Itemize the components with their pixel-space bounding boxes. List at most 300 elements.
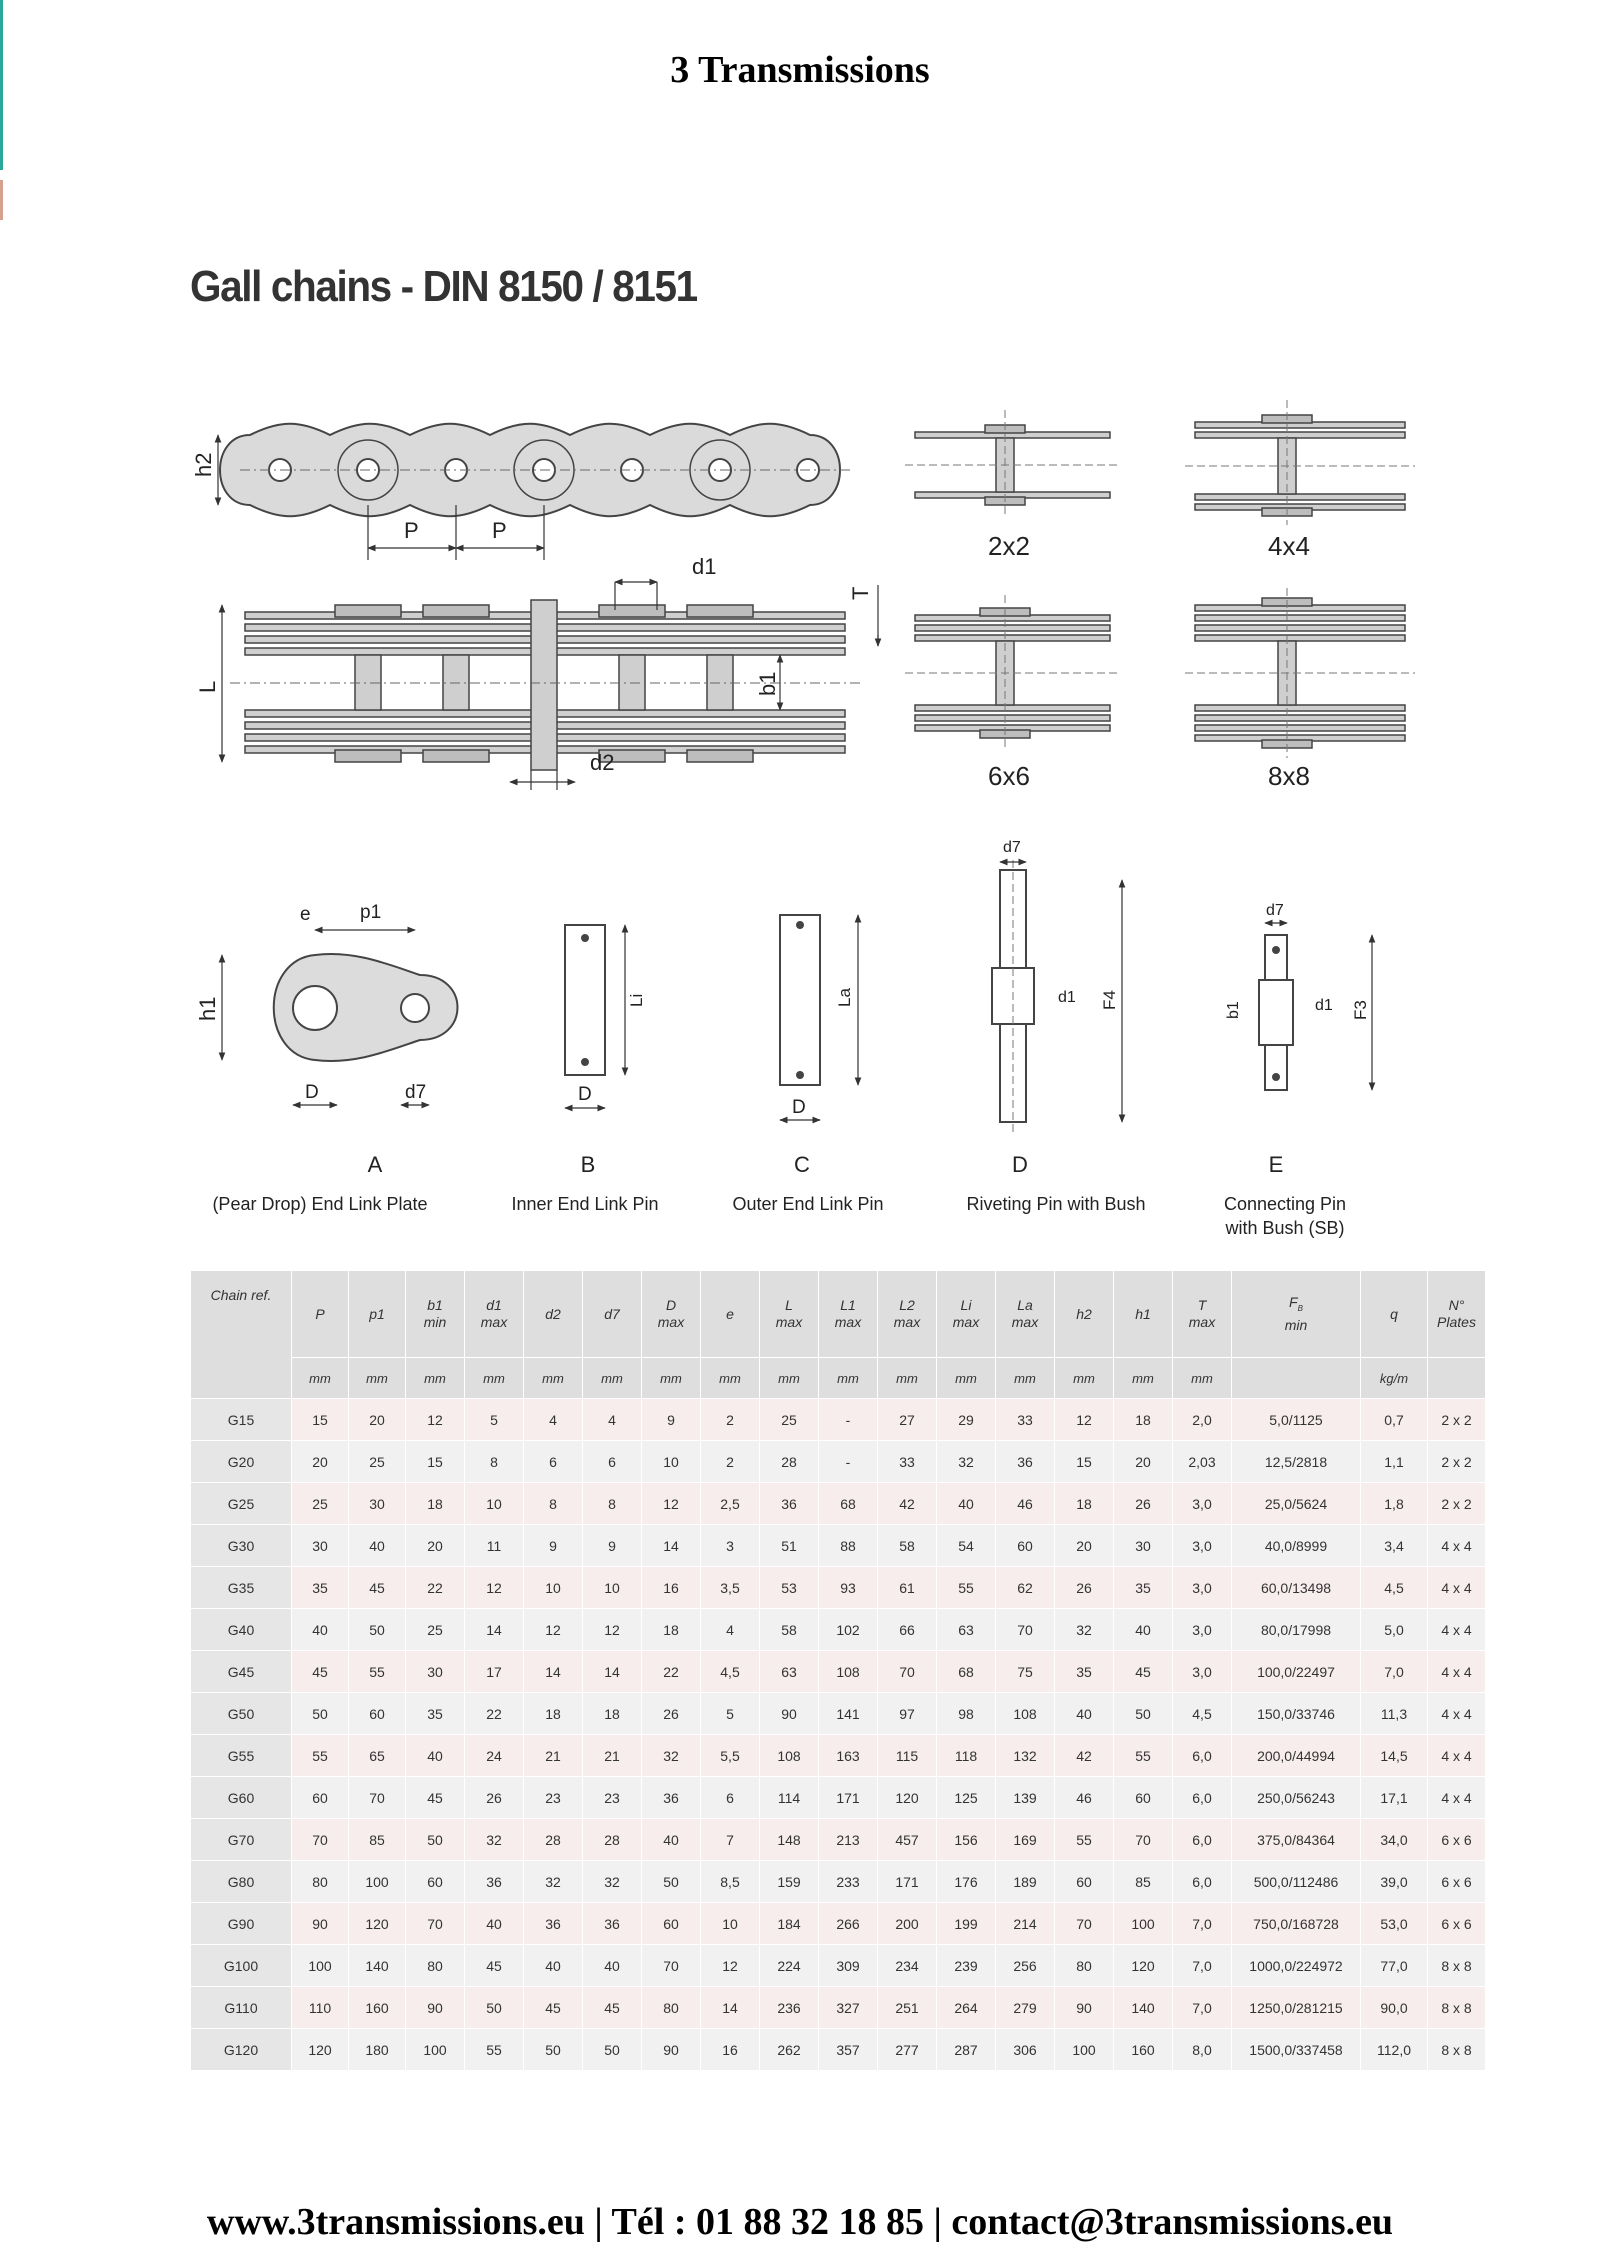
table-cell: 18 bbox=[583, 1693, 642, 1735]
table-cell: 26 bbox=[1114, 1483, 1173, 1525]
table-cell: 6 x 6 bbox=[1428, 1903, 1486, 1945]
chain-ref-cell: G35 bbox=[191, 1567, 292, 1609]
table-cell: 108 bbox=[996, 1693, 1055, 1735]
table-cell: 108 bbox=[819, 1651, 878, 1693]
dim-label: D bbox=[792, 1097, 806, 1118]
table-cell: 11 bbox=[465, 1525, 524, 1567]
table-cell: 20 bbox=[1114, 1441, 1173, 1483]
table-row bbox=[191, 1525, 1486, 1567]
table-cell: 3,0 bbox=[1173, 1567, 1232, 1609]
table-cell: 6 bbox=[583, 1441, 642, 1483]
chain-ref-cell: G50 bbox=[191, 1693, 292, 1735]
dim-label: h2 bbox=[191, 452, 216, 477]
table-cell: 21 bbox=[583, 1735, 642, 1777]
chain-ref-cell: G25 bbox=[191, 1483, 292, 1525]
table-cell: 35 bbox=[1114, 1567, 1173, 1609]
part-e-drawing bbox=[1259, 935, 1293, 1090]
config-label: 2x2 bbox=[988, 531, 1030, 561]
chain-ref-cell: G15 bbox=[191, 1399, 292, 1441]
table-cell: 287 bbox=[937, 2029, 996, 2071]
table-cell: 12,5/2818 bbox=[1232, 1441, 1361, 1483]
table-cell: 10 bbox=[583, 1567, 642, 1609]
table-cell: 75 bbox=[996, 1651, 1055, 1693]
table-cell: 68 bbox=[937, 1651, 996, 1693]
table-cell: 28 bbox=[583, 1819, 642, 1861]
table-cell: 20 bbox=[292, 1441, 349, 1483]
column-header: Chain ref. bbox=[191, 1271, 292, 1399]
table-cell: 6,0 bbox=[1173, 1861, 1232, 1903]
table-row bbox=[191, 1651, 1486, 1693]
table-cell: 50 bbox=[406, 1819, 465, 1861]
table-cell: 50 bbox=[465, 1987, 524, 2029]
table-cell: 60,0/13498 bbox=[1232, 1567, 1361, 1609]
table-cell: 8,0 bbox=[1173, 2029, 1232, 2071]
table-cell: 214 bbox=[996, 1903, 1055, 1945]
table-cell: 62 bbox=[996, 1567, 1055, 1609]
table-cell: 34,0 bbox=[1361, 1819, 1428, 1861]
table-cell: 36 bbox=[760, 1483, 819, 1525]
dim-label: d7 bbox=[1003, 839, 1021, 856]
dim-label: P bbox=[492, 518, 507, 543]
table-cell: 14 bbox=[642, 1525, 701, 1567]
column-header: q bbox=[1361, 1271, 1428, 1358]
table-cell: 4 x 4 bbox=[1428, 1567, 1486, 1609]
dim-label: h1 bbox=[195, 996, 220, 1021]
table-cell: 90 bbox=[406, 1987, 465, 2029]
table-cell: 100 bbox=[406, 2029, 465, 2071]
table-cell: 213 bbox=[819, 1819, 878, 1861]
chain-ref-cell: G100 bbox=[191, 1945, 292, 1987]
part-letter: B bbox=[580, 1152, 596, 1177]
table-cell: 6 bbox=[701, 1777, 760, 1819]
dim-label: P bbox=[404, 518, 419, 543]
table-cell: 66 bbox=[878, 1609, 937, 1651]
table-cell: 70 bbox=[1055, 1903, 1114, 1945]
unit-cell bbox=[1232, 1358, 1361, 1399]
table-cell: 10 bbox=[524, 1567, 583, 1609]
table-cell: 40 bbox=[1114, 1609, 1173, 1651]
chain-ref-cell: G90 bbox=[191, 1903, 292, 1945]
dim-label: e bbox=[300, 904, 311, 925]
dim-label: d2 bbox=[590, 750, 615, 775]
dim-label: b1 bbox=[1225, 1001, 1242, 1019]
unit-cell: mm bbox=[406, 1358, 465, 1399]
table-cell: 7 bbox=[701, 1819, 760, 1861]
table-cell: 70 bbox=[349, 1777, 406, 1819]
table-cell: 125 bbox=[937, 1777, 996, 1819]
table-cell: 100 bbox=[1055, 2029, 1114, 2071]
table-cell: 1000,0/224972 bbox=[1232, 1945, 1361, 1987]
table-cell: 50 bbox=[583, 2029, 642, 2071]
dim-label: b1 bbox=[755, 671, 780, 696]
unit-cell: mm bbox=[1055, 1358, 1114, 1399]
table-cell: 1250,0/281215 bbox=[1232, 1987, 1361, 2029]
chain-ref-cell: G40 bbox=[191, 1609, 292, 1651]
table-cell: 3,0 bbox=[1173, 1525, 1232, 1567]
dim-label: d7 bbox=[405, 1082, 427, 1103]
table-cell: 45 bbox=[524, 1987, 583, 2029]
table-cell: 80 bbox=[642, 1987, 701, 2029]
table-cell: 4 x 4 bbox=[1428, 1525, 1486, 1567]
table-cell: 234 bbox=[878, 1945, 937, 1987]
table-cell: 114 bbox=[760, 1777, 819, 1819]
table-unit-row bbox=[191, 1358, 1486, 1399]
table-cell: 61 bbox=[878, 1567, 937, 1609]
table-cell: 88 bbox=[819, 1525, 878, 1567]
dim-label: d1 bbox=[692, 554, 717, 579]
table-cell: 5 bbox=[701, 1693, 760, 1735]
part-d-drawing bbox=[992, 860, 1034, 1132]
dim-label: d1 bbox=[1315, 997, 1333, 1014]
table-cell: 10 bbox=[701, 1903, 760, 1945]
table-cell: 60 bbox=[642, 1903, 701, 1945]
unit-cell: mm bbox=[642, 1358, 701, 1399]
table-cell: 12 bbox=[465, 1567, 524, 1609]
table-cell: 120 bbox=[878, 1777, 937, 1819]
table-cell: 309 bbox=[819, 1945, 878, 1987]
part-caption: Inner End Link Pin bbox=[511, 1194, 659, 1214]
table-cell: 160 bbox=[349, 1987, 406, 2029]
table-cell: 160 bbox=[1114, 2029, 1173, 2071]
table-cell: 15 bbox=[406, 1441, 465, 1483]
part-a-drawing bbox=[274, 954, 458, 1061]
table-cell: 4,5 bbox=[1361, 1567, 1428, 1609]
table-cell: 184 bbox=[760, 1903, 819, 1945]
table-cell: 33 bbox=[996, 1399, 1055, 1441]
table-cell: 120 bbox=[349, 1903, 406, 1945]
table-cell: 18 bbox=[406, 1483, 465, 1525]
dim-label: T bbox=[848, 586, 873, 600]
table-cell: 12 bbox=[642, 1483, 701, 1525]
table-cell: 16 bbox=[642, 1567, 701, 1609]
table-cell: 3,5 bbox=[701, 1567, 760, 1609]
table-cell: 250,0/56243 bbox=[1232, 1777, 1361, 1819]
column-header: L max bbox=[760, 1271, 819, 1358]
table-cell: 25 bbox=[292, 1483, 349, 1525]
table-cell: 4,5 bbox=[701, 1651, 760, 1693]
table-cell: 8 x 8 bbox=[1428, 1987, 1486, 2029]
table-cell: 20 bbox=[349, 1399, 406, 1441]
table-cell: 23 bbox=[524, 1777, 583, 1819]
table-cell: 36 bbox=[524, 1903, 583, 1945]
part-caption: (Pear Drop) End Link Plate bbox=[212, 1194, 428, 1214]
table-cell: 12 bbox=[583, 1609, 642, 1651]
config-label: 6x6 bbox=[988, 761, 1030, 791]
table-cell: 85 bbox=[349, 1819, 406, 1861]
column-header: La max bbox=[996, 1271, 1055, 1358]
table-cell: 97 bbox=[878, 1693, 937, 1735]
dim-label: L bbox=[195, 680, 220, 693]
table-cell: 108 bbox=[760, 1735, 819, 1777]
table-cell: 45 bbox=[583, 1987, 642, 2029]
table-cell: 4 x 4 bbox=[1428, 1609, 1486, 1651]
table-cell: 6,0 bbox=[1173, 1777, 1232, 1819]
column-header: Li max bbox=[937, 1271, 996, 1358]
table-cell: 266 bbox=[819, 1903, 878, 1945]
chain-ref-cell: G70 bbox=[191, 1819, 292, 1861]
table-cell: 32 bbox=[937, 1441, 996, 1483]
table-cell: 176 bbox=[937, 1861, 996, 1903]
table-cell: 54 bbox=[937, 1525, 996, 1567]
table-header-row bbox=[191, 1271, 1486, 1358]
table-cell: 200 bbox=[878, 1903, 937, 1945]
table-cell: 159 bbox=[760, 1861, 819, 1903]
column-header: L2 max bbox=[878, 1271, 937, 1358]
table-row bbox=[191, 1903, 1486, 1945]
table-cell: 46 bbox=[1055, 1777, 1114, 1819]
column-header: d7 bbox=[583, 1271, 642, 1358]
table-cell: 9 bbox=[524, 1525, 583, 1567]
table-cell: - bbox=[819, 1399, 878, 1441]
table-cell: 236 bbox=[760, 1987, 819, 2029]
table-cell: 277 bbox=[878, 2029, 937, 2071]
table-cell: 14 bbox=[583, 1651, 642, 1693]
table-cell: 10 bbox=[465, 1483, 524, 1525]
table-cell: 70 bbox=[642, 1945, 701, 1987]
table-cell: 42 bbox=[1055, 1735, 1114, 1777]
table-cell: 12 bbox=[1055, 1399, 1114, 1441]
table-cell: 6,0 bbox=[1173, 1819, 1232, 1861]
table-cell: 6 x 6 bbox=[1428, 1861, 1486, 1903]
table-cell: 141 bbox=[819, 1693, 878, 1735]
table-cell: 50 bbox=[524, 2029, 583, 2071]
table-cell: 22 bbox=[465, 1693, 524, 1735]
table-cell: 33 bbox=[878, 1441, 937, 1483]
table-cell: 21 bbox=[524, 1735, 583, 1777]
table-cell: 40 bbox=[349, 1525, 406, 1567]
table-cell: 25 bbox=[760, 1399, 819, 1441]
table-cell: 63 bbox=[760, 1651, 819, 1693]
table-cell: 40,0/8999 bbox=[1232, 1525, 1361, 1567]
config-views bbox=[905, 400, 1415, 758]
table-cell: 20 bbox=[406, 1525, 465, 1567]
table-cell: 18 bbox=[1055, 1483, 1114, 1525]
table-row bbox=[191, 1777, 1486, 1819]
table-row bbox=[191, 1987, 1486, 2029]
unit-cell: mm bbox=[937, 1358, 996, 1399]
part-letter: A bbox=[367, 1152, 383, 1177]
table-cell: 18 bbox=[1114, 1399, 1173, 1441]
table-cell: 140 bbox=[349, 1945, 406, 1987]
table-cell: 35 bbox=[1055, 1651, 1114, 1693]
table-cell: 18 bbox=[524, 1693, 583, 1735]
table-cell: 120 bbox=[1114, 1945, 1173, 1987]
table-cell: 60 bbox=[292, 1777, 349, 1819]
table-cell: 500,0/112486 bbox=[1232, 1861, 1361, 1903]
table-cell: 45 bbox=[292, 1651, 349, 1693]
column-header: b1 min bbox=[406, 1271, 465, 1358]
table-cell: 45 bbox=[465, 1945, 524, 1987]
table-cell: 51 bbox=[760, 1525, 819, 1567]
table-cell: 77,0 bbox=[1361, 1945, 1428, 1987]
table-cell: 25,0/5624 bbox=[1232, 1483, 1361, 1525]
table-cell: 264 bbox=[937, 1987, 996, 2029]
table-cell: 70 bbox=[996, 1609, 1055, 1651]
table-cell: 2 x 2 bbox=[1428, 1483, 1486, 1525]
unit-cell: mm bbox=[524, 1358, 583, 1399]
table-cell: 30 bbox=[292, 1525, 349, 1567]
table-cell: 14 bbox=[524, 1651, 583, 1693]
table-cell: 457 bbox=[878, 1819, 937, 1861]
table-cell: 35 bbox=[406, 1693, 465, 1735]
column-header: d2 bbox=[524, 1271, 583, 1358]
table-cell: 8 bbox=[465, 1441, 524, 1483]
table-cell: 90 bbox=[1055, 1987, 1114, 2029]
table-cell: 53,0 bbox=[1361, 1903, 1428, 1945]
table-cell: 2 bbox=[701, 1441, 760, 1483]
table-cell: 132 bbox=[996, 1735, 1055, 1777]
table-cell: 4 x 4 bbox=[1428, 1651, 1486, 1693]
table-cell: 4 x 4 bbox=[1428, 1693, 1486, 1735]
unit-cell: mm bbox=[1173, 1358, 1232, 1399]
unit-cell: mm bbox=[583, 1358, 642, 1399]
column-header: h2 bbox=[1055, 1271, 1114, 1358]
table-cell: 22 bbox=[642, 1651, 701, 1693]
table-cell: 55 bbox=[292, 1735, 349, 1777]
table-cell: 327 bbox=[819, 1987, 878, 2029]
table-cell: 3,0 bbox=[1173, 1651, 1232, 1693]
table-cell: 50 bbox=[292, 1693, 349, 1735]
table-cell: 55 bbox=[1055, 1819, 1114, 1861]
table-cell: 7,0 bbox=[1173, 1987, 1232, 2029]
table-row bbox=[191, 1945, 1486, 1987]
table-row bbox=[191, 1819, 1486, 1861]
table-cell: 112,0 bbox=[1361, 2029, 1428, 2071]
table-cell: 26 bbox=[1055, 1567, 1114, 1609]
table-cell: 115 bbox=[878, 1735, 937, 1777]
column-header: P bbox=[292, 1271, 349, 1358]
unit-cell: mm bbox=[701, 1358, 760, 1399]
table-cell: 357 bbox=[819, 2029, 878, 2071]
table-cell: 70 bbox=[292, 1819, 349, 1861]
table-cell: 45 bbox=[349, 1567, 406, 1609]
part-c-drawing bbox=[780, 915, 820, 1085]
table-row bbox=[191, 1567, 1486, 1609]
column-header: d1 max bbox=[465, 1271, 524, 1358]
dim-label: D bbox=[578, 1084, 592, 1105]
table-cell: 70 bbox=[406, 1903, 465, 1945]
table-cell: 8 bbox=[524, 1483, 583, 1525]
table-cell: 9 bbox=[642, 1399, 701, 1441]
table-cell: 2 bbox=[701, 1399, 760, 1441]
part-letter: E bbox=[1268, 1152, 1284, 1177]
table-cell: 40 bbox=[1055, 1693, 1114, 1735]
dim-label: La bbox=[835, 988, 854, 1007]
table-cell: 1,8 bbox=[1361, 1483, 1428, 1525]
table-cell: 90 bbox=[292, 1903, 349, 1945]
table-cell: 7,0 bbox=[1173, 1945, 1232, 1987]
table-cell: 40 bbox=[937, 1483, 996, 1525]
table-cell: 17 bbox=[465, 1651, 524, 1693]
column-header: e bbox=[701, 1271, 760, 1358]
table-cell: 18 bbox=[642, 1609, 701, 1651]
table-cell: 3,4 bbox=[1361, 1525, 1428, 1567]
table-cell: 10 bbox=[642, 1441, 701, 1483]
table-cell: 55 bbox=[465, 2029, 524, 2071]
table-cell: 26 bbox=[642, 1693, 701, 1735]
unit-cell bbox=[1428, 1358, 1486, 1399]
table-cell: 1,1 bbox=[1361, 1441, 1428, 1483]
table-cell: 40 bbox=[642, 1819, 701, 1861]
table-cell: 40 bbox=[465, 1903, 524, 1945]
part-caption-e: Connecting Pin with Bush (SB) bbox=[1223, 1194, 1347, 1238]
table-cell: 5,0/1125 bbox=[1232, 1399, 1361, 1441]
column-header: L1 max bbox=[819, 1271, 878, 1358]
table-cell: 4,5 bbox=[1173, 1693, 1232, 1735]
dim-label: Li bbox=[627, 993, 646, 1007]
table-cell: 53 bbox=[760, 1567, 819, 1609]
table-cell: 50 bbox=[349, 1609, 406, 1651]
table-cell: 139 bbox=[996, 1777, 1055, 1819]
part-letter: C bbox=[794, 1152, 810, 1177]
table-cell: 32 bbox=[465, 1819, 524, 1861]
table-cell: 11,3 bbox=[1361, 1693, 1428, 1735]
table-cell: 8 x 8 bbox=[1428, 1945, 1486, 1987]
table-cell: 8 bbox=[583, 1483, 642, 1525]
table-cell: 2 x 2 bbox=[1428, 1399, 1486, 1441]
document-title: Gall chains - DIN 8150 / 8151 bbox=[190, 262, 697, 311]
table-row bbox=[191, 1861, 1486, 1903]
table-cell: 35 bbox=[292, 1567, 349, 1609]
table-cell: 55 bbox=[1114, 1735, 1173, 1777]
table-cell: 80 bbox=[406, 1945, 465, 1987]
table-cell: 3,0 bbox=[1173, 1609, 1232, 1651]
unit-cell: mm bbox=[1114, 1358, 1173, 1399]
table-cell: 40 bbox=[583, 1945, 642, 1987]
unit-cell: mm bbox=[465, 1358, 524, 1399]
table-cell: - bbox=[819, 1441, 878, 1483]
page-header: 3 Transmissions bbox=[670, 49, 930, 91]
table-cell: 28 bbox=[524, 1819, 583, 1861]
config-label: 8x8 bbox=[1268, 761, 1310, 791]
table-cell: 80 bbox=[292, 1861, 349, 1903]
table-cell: 4 bbox=[701, 1609, 760, 1651]
table-cell: 6,0 bbox=[1173, 1735, 1232, 1777]
table-cell: 0,7 bbox=[1361, 1399, 1428, 1441]
chain-ref-cell: G55 bbox=[191, 1735, 292, 1777]
table-cell: 180 bbox=[349, 2029, 406, 2071]
column-header: p1 bbox=[349, 1271, 406, 1358]
unit-cell: mm bbox=[819, 1358, 878, 1399]
table-cell: 24 bbox=[465, 1735, 524, 1777]
table-cell: 100 bbox=[1114, 1903, 1173, 1945]
table-cell: 15 bbox=[1055, 1441, 1114, 1483]
table-cell: 171 bbox=[819, 1777, 878, 1819]
table-cell: 6 x 6 bbox=[1428, 1819, 1486, 1861]
unit-cell: mm bbox=[292, 1358, 349, 1399]
table-cell: 150,0/33746 bbox=[1232, 1693, 1361, 1735]
unit-cell: kg/m bbox=[1361, 1358, 1428, 1399]
dim-label: d1 bbox=[1058, 989, 1076, 1006]
chain-side-view bbox=[220, 424, 850, 517]
table-cell: 42 bbox=[878, 1483, 937, 1525]
table-cell: 199 bbox=[937, 1903, 996, 1945]
table-cell: 2,03 bbox=[1173, 1441, 1232, 1483]
table-cell: 93 bbox=[819, 1567, 878, 1609]
table-cell: 3,0 bbox=[1173, 1483, 1232, 1525]
table-cell: 12 bbox=[524, 1609, 583, 1651]
table-cell: 40 bbox=[406, 1735, 465, 1777]
table-cell: 45 bbox=[406, 1777, 465, 1819]
table-cell: 22 bbox=[406, 1567, 465, 1609]
table-cell: 12 bbox=[406, 1399, 465, 1441]
table-cell: 65 bbox=[349, 1735, 406, 1777]
table-cell: 15 bbox=[292, 1399, 349, 1441]
column-header: $F_B$ min bbox=[1232, 1271, 1361, 1358]
table-cell: 80 bbox=[1055, 1945, 1114, 1987]
table-cell: 4 x 4 bbox=[1428, 1777, 1486, 1819]
table-cell: 110 bbox=[292, 1987, 349, 2029]
